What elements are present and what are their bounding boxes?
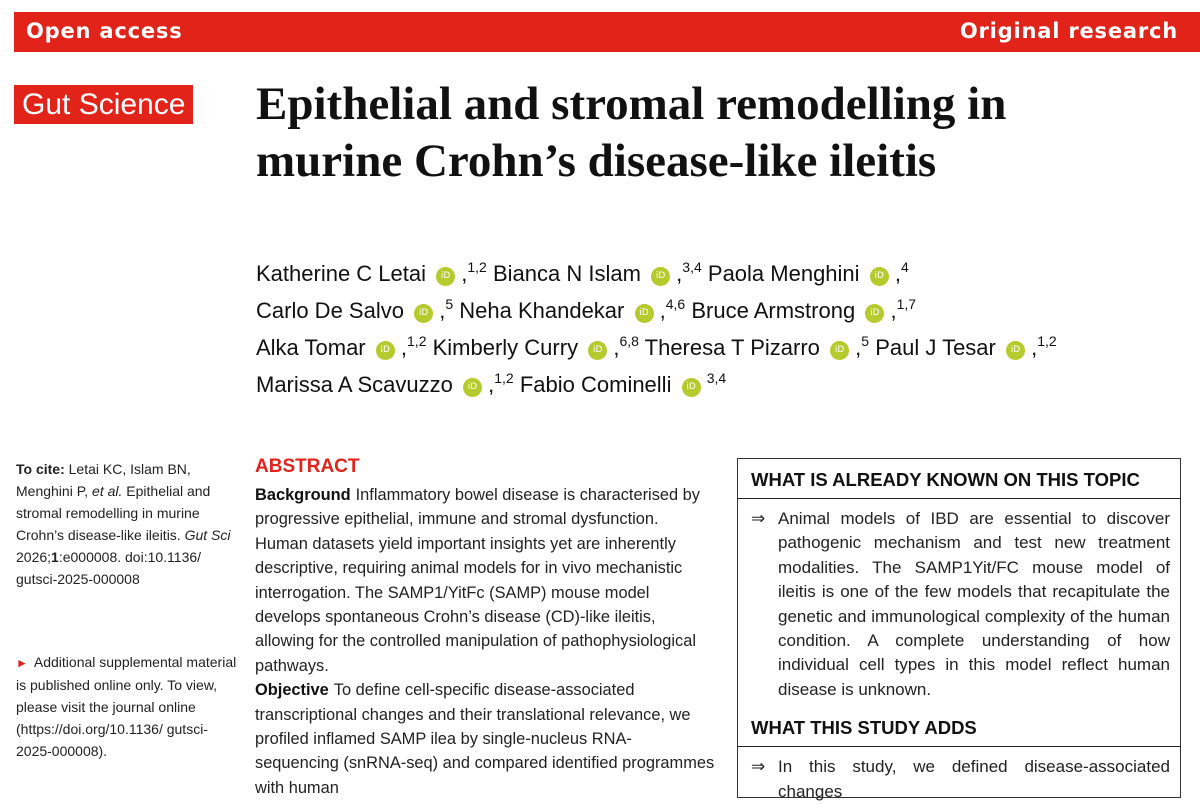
abstract-objective	[255, 678, 715, 800]
key-messages-box	[737, 458, 1181, 801]
objective-text: To define cell-specific disease-associated transcriptional changes and their translational relevance, we profiled inflamed SAMP ilea by single-nucleus RNA-sequencing (snRNA-seq) and compared identified programmes with human	[255, 681, 715, 797]
orcid-icon[interactable]: iD	[651, 267, 670, 286]
journal-logo: Gut Science	[14, 85, 193, 124]
box-divider	[738, 746, 1180, 747]
known-text: Animal models of IBD are essential to discover pathogenic mechanism and test new treatment modalities. The SAMP1Yit/FC mouse model of ileitis is one of the few models that recapitulate the genetic and immunological complexity of the human condition. A complete understanding of how individual cell types in this model reflect human disease is unknown.	[778, 509, 1170, 699]
author[interactable]: Alka Tomar iD ,$^{1,2}$	[256, 333, 427, 360]
author[interactable]: Neha Khandekar iD ,$^{4,6}$	[459, 296, 686, 323]
author[interactable]: Carlo De Salvo iD ,$^5$	[256, 296, 454, 323]
orcid-icon[interactable]: iD	[376, 341, 395, 360]
box-divider	[738, 498, 1180, 499]
affiliation-sup: 1,2	[407, 333, 427, 349]
orcid-icon[interactable]: iD	[588, 341, 607, 360]
article-banner	[14, 12, 1200, 52]
supplemental-note	[16, 651, 241, 762]
author-line-4	[256, 363, 1186, 400]
cite-title: Epithelial and stromal remodelling in murine Crohn’s disease-like ileitis.	[16, 483, 211, 543]
abstract-background	[255, 483, 715, 678]
affiliation-sup: 4,6	[665, 296, 686, 312]
title-line-2: murine Crohn’s disease-like ileitis	[256, 135, 937, 187]
supplemental-text: Additional supplemental material is published online only. To view, please visit the journal online (https://doi.org/10.1136/ gutsci-2025-000008).	[16, 654, 237, 759]
author[interactable]: Bianca N Islam iD ,$^{3,4}$	[492, 259, 702, 286]
orcid-icon[interactable]: iD	[463, 378, 482, 397]
author[interactable]: Kimberly Curry iD ,$^{6,8}$	[432, 333, 639, 360]
orcid-icon[interactable]: iD	[830, 341, 849, 360]
author[interactable]: Paul J Tesar iD ,$^{1,2}$	[875, 333, 1057, 360]
author[interactable]: Paola Menghini iD ,$^4$	[707, 259, 909, 286]
cite-volume: 1	[51, 549, 59, 565]
implies-arrow-icon: ⇒	[751, 757, 766, 777]
adds-heading: WHAT THIS STUDY ADDS	[751, 717, 977, 739]
abstract-section	[255, 455, 715, 800]
author[interactable]: Fabio Cominelli iD $^{3,4}$	[519, 370, 727, 397]
orcid-icon[interactable]: iD	[1006, 341, 1025, 360]
author[interactable]: Theresa T Pizarro iD ,$^5$	[644, 333, 870, 360]
affiliation-sup: 1,2	[1037, 333, 1057, 349]
citation-block	[16, 458, 241, 590]
affiliation-sup: 5	[445, 296, 454, 312]
orcid-icon[interactable]: iD	[414, 304, 433, 323]
orcid-icon[interactable]: iD	[635, 304, 654, 323]
article-type-label: Original research	[959, 19, 1178, 43]
author-line-1	[256, 252, 1186, 289]
orcid-icon[interactable]: iD	[682, 378, 701, 397]
cite-journal: Gut Sci	[184, 527, 231, 543]
affiliation-sup: 5	[861, 333, 870, 349]
affiliation-sup: 1,2	[494, 370, 514, 386]
adds-text: In this study, we defined disease-associated changes	[778, 757, 1170, 801]
affiliation-sup: 3,4	[682, 259, 702, 275]
orcid-icon[interactable]: iD	[865, 304, 884, 323]
title-line-1: Epithelial and stromal remodelling in	[256, 78, 1007, 130]
cite-authors: Letai KC, Islam BN, Menghini P,	[16, 461, 191, 499]
author[interactable]: Marissa A Scavuzzo iD ,$^{1,2}$	[256, 370, 514, 397]
affiliation-sup: 1,2	[467, 259, 487, 275]
background-text: Inflammatory bowel disease is characterised by progressive epithelial, immune and stromal dysfunction. Human datasets yield important insights yet are inherently descriptive, requiring animal models for in vivo mechanistic interrogation. The SAMP1/YitFc (SAMP) mouse model develops spontaneous Crohn’s disease (CD)-like ileitis, allowing for the controlled manipulation of pathophysiological pathways.	[255, 486, 700, 675]
cite-etal: et al.	[92, 483, 123, 499]
affiliation-sup: 1,7	[896, 296, 917, 312]
author[interactable]: Bruce Armstrong iD ,$^{1,7}$	[691, 296, 917, 323]
background-label: Background	[255, 486, 351, 504]
orcid-icon[interactable]: iD	[436, 267, 455, 286]
author-line-2	[256, 289, 1186, 326]
cite-year: 2026;	[16, 549, 52, 565]
known-point	[751, 507, 1170, 702]
orcid-icon[interactable]: iD	[870, 267, 889, 286]
objective-label: Objective	[255, 681, 329, 700]
adds-point	[751, 755, 1170, 804]
affiliation-sup: 3,4	[706, 370, 727, 386]
author[interactable]: Katherine C Letai iD ,$^{1,2}$	[256, 259, 487, 286]
affiliation-sup: 6,8	[619, 333, 639, 349]
known-heading: WHAT IS ALREADY KNOWN ON THIS TOPIC	[751, 469, 1140, 490]
implies-arrow-icon: ⇒	[751, 509, 766, 528]
abstract-heading: ABSTRACT	[255, 456, 360, 477]
open-access-label: Open access	[26, 19, 183, 43]
cite-doi: :e000008. doi:10.1136/ gutsci-2025-000008	[16, 549, 202, 587]
triangle-bullet-icon: ►	[16, 656, 28, 670]
cite-label: To cite:	[16, 461, 65, 477]
affiliation-sup: 4	[900, 259, 909, 275]
author-list	[256, 252, 1186, 400]
article-title	[256, 76, 1186, 190]
author-line-3	[256, 326, 1186, 363]
